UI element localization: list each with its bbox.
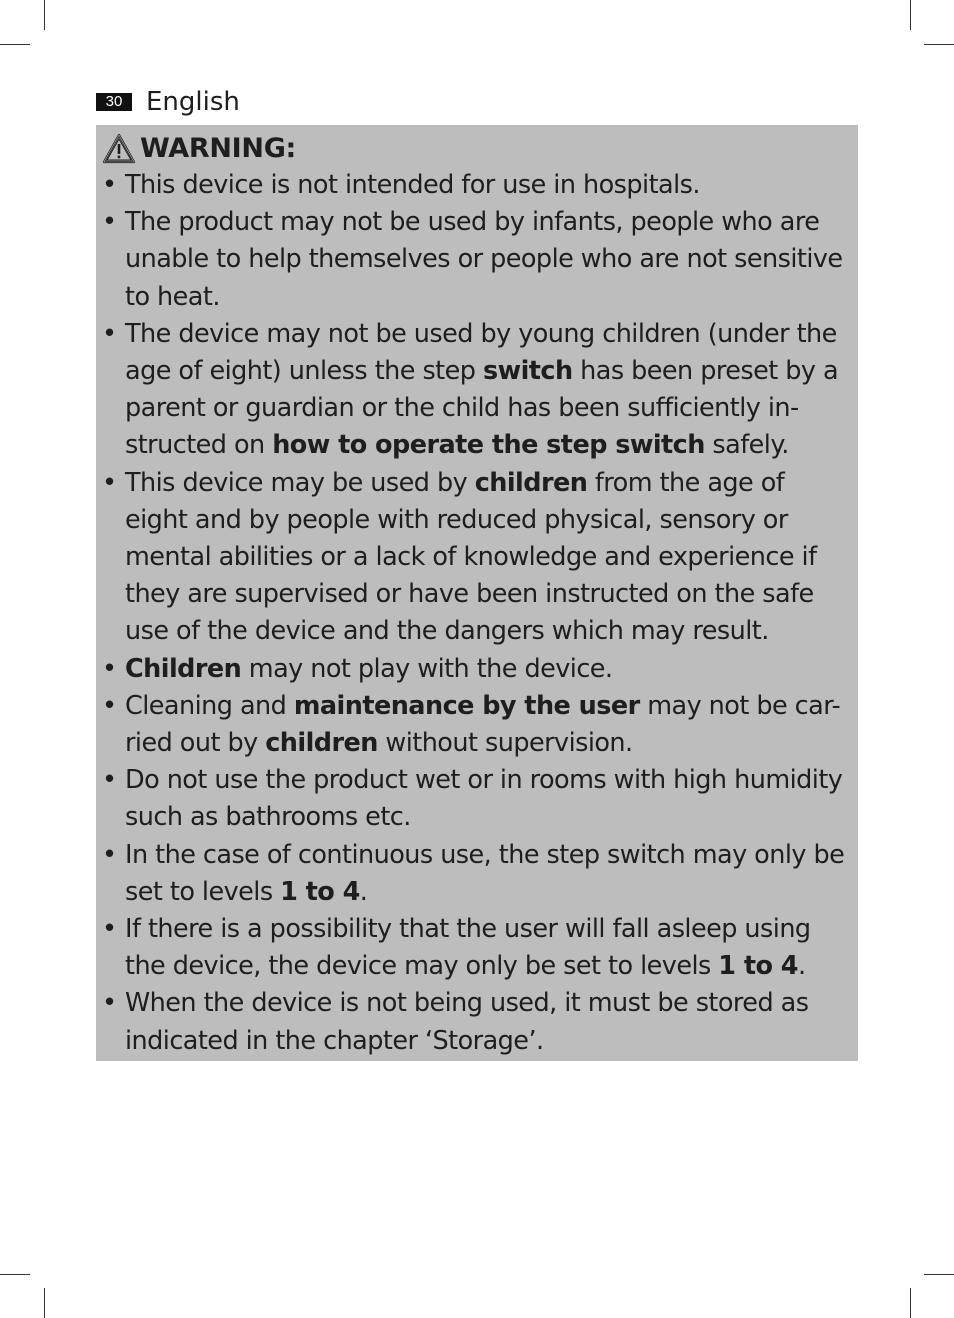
page-header <box>96 86 240 118</box>
item-text: has been preset by a parent or guardian or the child has been sufficiently in-structed on <box>125 356 839 461</box>
emphasis-text: Children <box>125 653 242 684</box>
emphasis-text: maintenance by the user <box>293 690 640 721</box>
crop-mark-bottom-right-horizontal <box>924 1274 954 1275</box>
warning-list-item <box>102 167 848 204</box>
item-text: The product may not be used by infants, people who are unable to help themselves or people who are not sensitive to heat. <box>125 207 843 312</box>
crop-mark-bottom-left-vertical <box>44 1288 45 1318</box>
warning-list-item <box>102 911 848 985</box>
warning-box <box>96 125 858 1061</box>
warning-heading <box>102 130 848 167</box>
warning-list-item <box>102 837 848 911</box>
item-text: without supervision. <box>377 728 633 759</box>
crop-mark-top-right-vertical <box>910 0 911 30</box>
bullet-point: • <box>102 765 117 796</box>
emphasis-text: 1 to 4 <box>280 876 360 907</box>
page-number: 30 <box>96 93 132 111</box>
item-text: If there is a possibility that the user will fall asleep using the device, the device may only be set to levels <box>125 914 811 982</box>
warning-list-item <box>102 204 848 316</box>
item-text: Do not use the product wet or in rooms with high humidity such as bathrooms etc. <box>125 765 843 833</box>
emphasis-text: switch <box>482 356 573 387</box>
crop-mark-bottom-right-vertical <box>910 1288 911 1318</box>
item-text: When the device is not being used, it must be stored as indicated in the chapter ‘Storage’. <box>125 988 809 1056</box>
item-text: In the case of continuous use, the step switch may only be set to levels <box>125 839 845 907</box>
emphasis-text: children <box>265 728 378 759</box>
warning-list-item <box>102 762 848 836</box>
bullet-point: • <box>102 170 117 200</box>
warning-list-item <box>102 985 848 1059</box>
item-text: Cleaning and <box>125 690 294 721</box>
crop-mark-top-left-horizontal <box>0 44 30 45</box>
language-label: English <box>146 87 240 117</box>
item-text: This device is not intended for use in hospitals. <box>125 170 700 200</box>
bullet-point: • <box>102 467 117 498</box>
item-text: This device may be used by <box>125 467 475 498</box>
warning-triangle-icon <box>102 133 136 164</box>
bullet-point: • <box>102 318 117 349</box>
item-text: may not be car-ried out by <box>125 690 841 759</box>
item-text: safely. <box>704 430 789 461</box>
item-text: from the age of eight and by people with reduced physical, sensory or mental abilities or a lack of knowledge and experience if they are supervised or have been instructed on the safe use of the device and the dangers which may result. <box>125 467 817 647</box>
bullet-point: • <box>102 207 117 238</box>
crop-mark-bottom-left-horizontal <box>0 1274 30 1275</box>
emphasis-text: 1 to 4 <box>718 951 798 982</box>
item-text: may not play with the device. <box>241 653 613 684</box>
bullet-point: • <box>102 690 117 721</box>
item-text: . <box>797 951 806 982</box>
warning-list-item <box>102 316 848 465</box>
crop-mark-top-left-vertical <box>44 0 45 30</box>
bullet-point: • <box>102 988 117 1019</box>
item-text: . <box>359 876 368 907</box>
item-text: The device may not be used by young children (under the age of eight) unless the step <box>125 318 837 387</box>
warning-list-item <box>102 465 848 651</box>
warning-list <box>102 167 848 1060</box>
warning-title: WARNING: <box>140 133 297 164</box>
warning-list-item <box>102 651 848 688</box>
bullet-point: • <box>102 653 117 684</box>
emphasis-text: children <box>474 467 588 498</box>
crop-mark-top-right-horizontal <box>924 44 954 45</box>
bullet-point: • <box>102 914 117 945</box>
warning-list-item <box>102 688 848 762</box>
bullet-point: • <box>102 839 117 870</box>
emphasis-text: how to operate the step switch <box>272 430 705 461</box>
